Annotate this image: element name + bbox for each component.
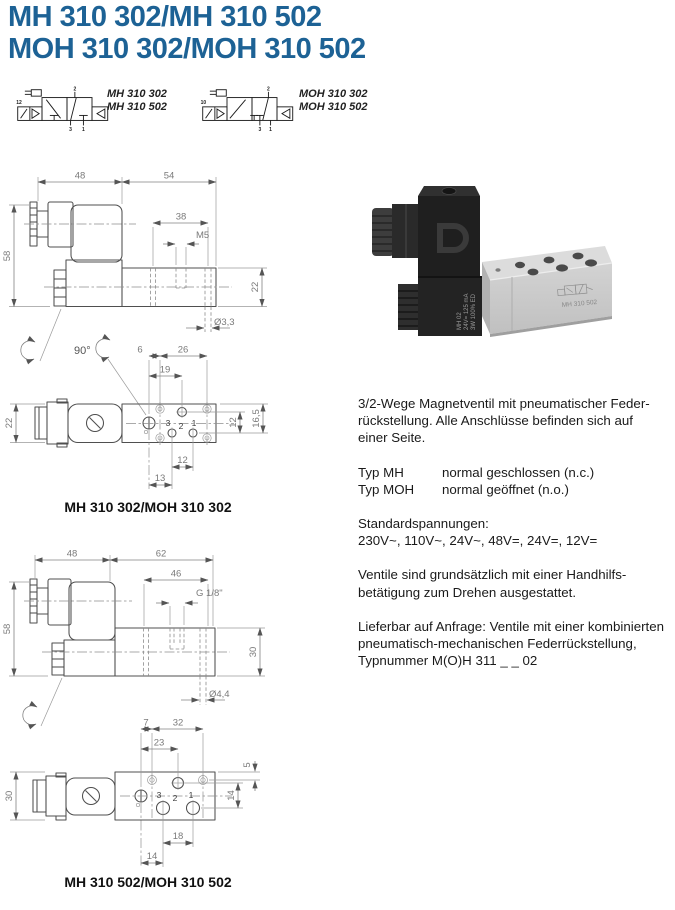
d1-top-dimensions (4, 345, 268, 490)
photo-solenoid-coil (398, 276, 482, 336)
d1-dim-54: 54 (163, 170, 175, 182)
d1-dim-48: 48 (74, 170, 86, 182)
coil-label-line1: MH 02 (457, 312, 463, 330)
photo-valve-block (482, 246, 612, 337)
desc-p1-l3: einer Seite. (358, 430, 426, 446)
type-mh-label: Typ MH (358, 464, 404, 480)
desc-p2-l1: Standardspannungen: (358, 516, 489, 532)
d2-dim-46: 46 (170, 568, 182, 580)
d2-dim-5: 5 (242, 762, 253, 768)
d2-dim-32: 32 (172, 717, 184, 729)
d2-dim-23: 23 (153, 737, 165, 749)
d1-dim-19: 19 (159, 364, 171, 376)
d1-port2-label: 2 (178, 421, 184, 431)
desc-p3-l1: Ventile sind grundsätzlich mit einer Handhilfs- (358, 567, 627, 583)
valve-symbol-no (197, 86, 297, 132)
drawing-310302-caption: MH 310 302/MOH 310 302 (64, 499, 232, 515)
d1-port1-label: 1 (191, 418, 197, 428)
type-moh-label: Typ MOH (358, 481, 415, 497)
d2-dim-dia44: Ø4,4 (209, 689, 230, 700)
d2-dim-62: 62 (155, 548, 167, 560)
nc-symbol-label (107, 88, 167, 114)
d2-dim-58: 58 (2, 623, 13, 635)
d1-dim-38: 38 (175, 211, 187, 223)
d1-dim-m5: M5 (196, 230, 210, 241)
d1-dim-dia33: Ø3,3 (214, 317, 235, 328)
d1-dim-22: 22 (250, 281, 261, 293)
nc-symbol-label-1: MH 310 302 (107, 88, 167, 100)
d2-port1-label: 1 (188, 790, 194, 800)
page-title (8, 1, 366, 65)
product-photo (362, 166, 670, 371)
nc-port2-label: 2 (73, 86, 77, 93)
type-moh-value: normal geöffnet (n.o.) (442, 481, 569, 497)
d2-port2-label: 2 (172, 793, 178, 803)
d1-dim-top22: 22 (4, 417, 15, 429)
d2-dim-top30: 30 (4, 790, 15, 802)
photo-din-connector (418, 186, 480, 278)
desc-p3-l2: betätigung zum Drehen ausgestattet. (358, 584, 577, 600)
d1-top-view (35, 399, 234, 447)
d2-side-dimensions (2, 549, 265, 706)
d2-dim-48: 48 (66, 548, 78, 560)
nc-symbol-label-2: MH 310 502 (107, 101, 167, 113)
no-port2-label: 2 (267, 86, 270, 93)
desc-p1-l2: rückstellung. Alle Anschlüsse befinden sich auf (358, 413, 633, 429)
d2-dim-14b: 14 (146, 851, 158, 862)
no-port1-label: 1 (269, 127, 272, 134)
nc-symbol-graphic (18, 90, 108, 126)
no-symbol-label-2: MOH 310 502 (299, 101, 368, 113)
no-symbol-label (299, 88, 367, 114)
drawing-310502 (0, 537, 345, 872)
drawing-310302 (0, 162, 345, 502)
d2-dim-18: 18 (172, 831, 184, 842)
no-pilot-port-label: 10 (200, 100, 207, 106)
description-block (358, 395, 674, 669)
coil-label-line3: 3W 100% ED (471, 293, 477, 330)
d2-top-view (33, 772, 232, 820)
d1-rotation-arrows (21, 309, 146, 415)
d2-port3-label: 3 (156, 790, 162, 800)
d2-rotation-arrow (23, 678, 62, 726)
d2-dim-30: 30 (248, 646, 259, 658)
d1-dim-13: 13 (154, 473, 166, 484)
no-port3-label: 3 (258, 127, 262, 134)
photo-block-label: MH 310 502 (561, 298, 598, 309)
valve-symbol-nc (12, 86, 112, 132)
page-title-line2: MOH 310 302/MOH 310 502 (8, 33, 366, 65)
nc-port1-label: 1 (82, 127, 85, 134)
photo-cable-gland (372, 204, 420, 258)
drawing-310502-caption: MH 310 502/MOH 310 502 (64, 874, 232, 890)
nc-port3-label: 3 (69, 127, 72, 134)
d1-dim-26: 26 (177, 344, 189, 356)
no-symbol-label-1: MOH 310 302 (299, 88, 368, 100)
d1-dim-12r: 12 (228, 417, 239, 428)
desc-p4-l1: Lieferbar auf Anfrage: Ventile mit einer kombinierten (358, 618, 665, 634)
d1-side-dimensions (2, 171, 267, 333)
d1-dim-165: 16,5 (251, 409, 262, 428)
coil-label-line2: 24V= 125 mA (464, 293, 470, 330)
type-mh-value: normal geschlossen (n.c.) (442, 464, 595, 480)
page-title-line1: MH 310 302/MH 310 502 (8, 1, 322, 33)
d1-dim-6: 6 (137, 344, 143, 356)
type-row-mh (358, 464, 674, 481)
d1-dim-12b: 12 (177, 455, 188, 466)
desc-p4-l3: Typnummer M(O)H 311 _ _ 02 (358, 653, 538, 669)
d2-dim-thread: G 1/8" (196, 588, 223, 599)
d1-rotation-label: 90° (74, 345, 91, 357)
d1-dim-58: 58 (2, 250, 13, 262)
desc-p4-l2: pneumatisch-mechanischen Federrückstellung, (358, 636, 637, 652)
d1-side-view (24, 202, 232, 307)
d2-top-dimensions (4, 718, 260, 868)
d2-dim-7: 7 (143, 717, 149, 729)
nc-pilot-port-label: 12 (16, 100, 22, 106)
no-symbol-graphic (200, 90, 293, 126)
d2-dim-14r: 14 (226, 790, 237, 801)
desc-p1-l1: 3/2-Wege Magnetventil mit pneumatischer Feder- (358, 396, 650, 411)
d1-port3-label: 3 (165, 418, 171, 428)
type-row-moh (358, 481, 674, 498)
desc-p2-l2: 230V~, 110V~, 24V~, 48V=, 24V=, 12V= (358, 533, 598, 549)
